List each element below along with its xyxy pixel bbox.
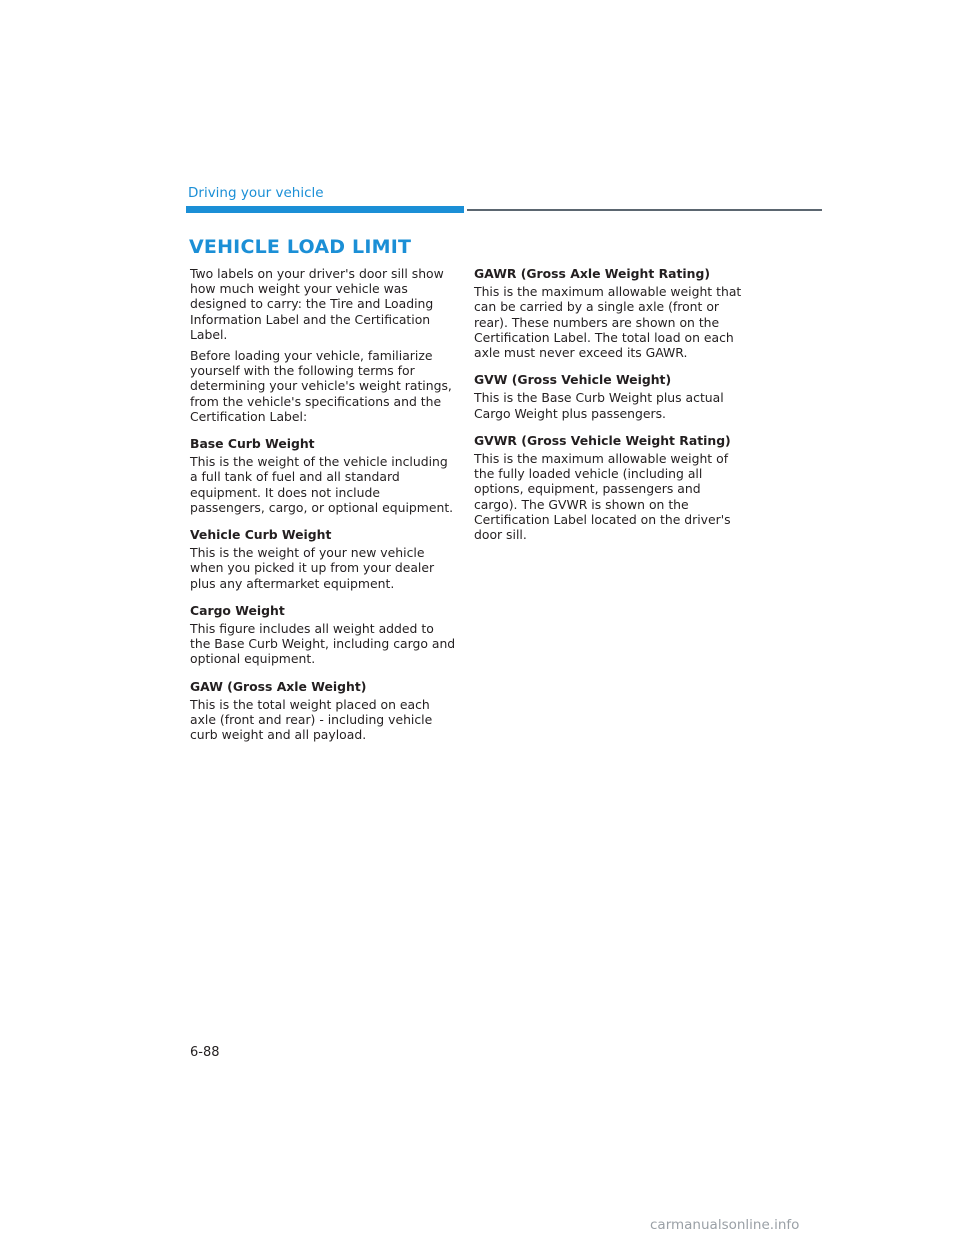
term-body: This is the weight of the vehicle including a full tank of fuel and all standard equipment. It does not include passengers, cargo, or optional equipment. <box>190 454 454 515</box>
intro-paragraph: Before loading your vehicle, familiarize yourself with the following terms for determining your vehicle's weight ratings, from the vehicle's specifications and the Certification Label: <box>190 348 452 424</box>
page-title: VEHICLE LOAD LIMIT <box>189 236 412 258</box>
watermark: carmanualsonline.info <box>650 1217 800 1233</box>
term-heading: GAW (Gross Axle Weight) <box>190 678 367 694</box>
left-column <box>190 266 458 748</box>
term-body: This figure includes all weight added to the Base Curb Weight, including cargo and optional equipment. <box>190 621 456 667</box>
term-heading: GAWR (Gross Axle Weight Rating) <box>474 266 711 281</box>
term-heading: Cargo Weight <box>190 602 285 618</box>
header-rule <box>467 209 822 211</box>
intro-paragraph: Two labels on your driver's door sill show how much weight your vehicle was designed to carry: the Tire and Loading Information Label and the Certification Label. <box>190 266 444 342</box>
term-body: This is the maximum allowable weight that can be carried by a single axle (front or rear). These numbers are shown on the Certification Label. The total load on each axle must never exceed its GAWR. <box>474 284 742 361</box>
term-body: This is the maximum allowable weight of the fully loaded vehicle (including all options, equipment, passengers and cargo). The GVWR is shown on the Certification Label located on the driver's door sill. <box>474 451 731 543</box>
term-body: This is the weight of your new vehicle when you picked it up from your dealer plus any aftermarket equipment. <box>190 545 435 591</box>
header-rule-accent <box>186 206 464 213</box>
term-body: This is the Base Curb Weight plus actual Cargo Weight plus passengers. <box>474 390 724 421</box>
term-heading: Base Curb Weight <box>190 436 315 452</box>
page-number: 6-88 <box>190 1045 220 1060</box>
term-body: This is the total weight placed on each axle (front and rear) - including vehicle curb weight and all payload. <box>190 696 433 743</box>
term-heading: GVW (Gross Vehicle Weight) <box>474 372 672 388</box>
section-header: Driving your vehicle <box>188 185 324 201</box>
term-heading: Vehicle Curb Weight <box>190 527 332 543</box>
right-column <box>474 266 742 548</box>
term-heading: GVWR (Gross Vehicle Weight Rating) <box>474 432 731 448</box>
